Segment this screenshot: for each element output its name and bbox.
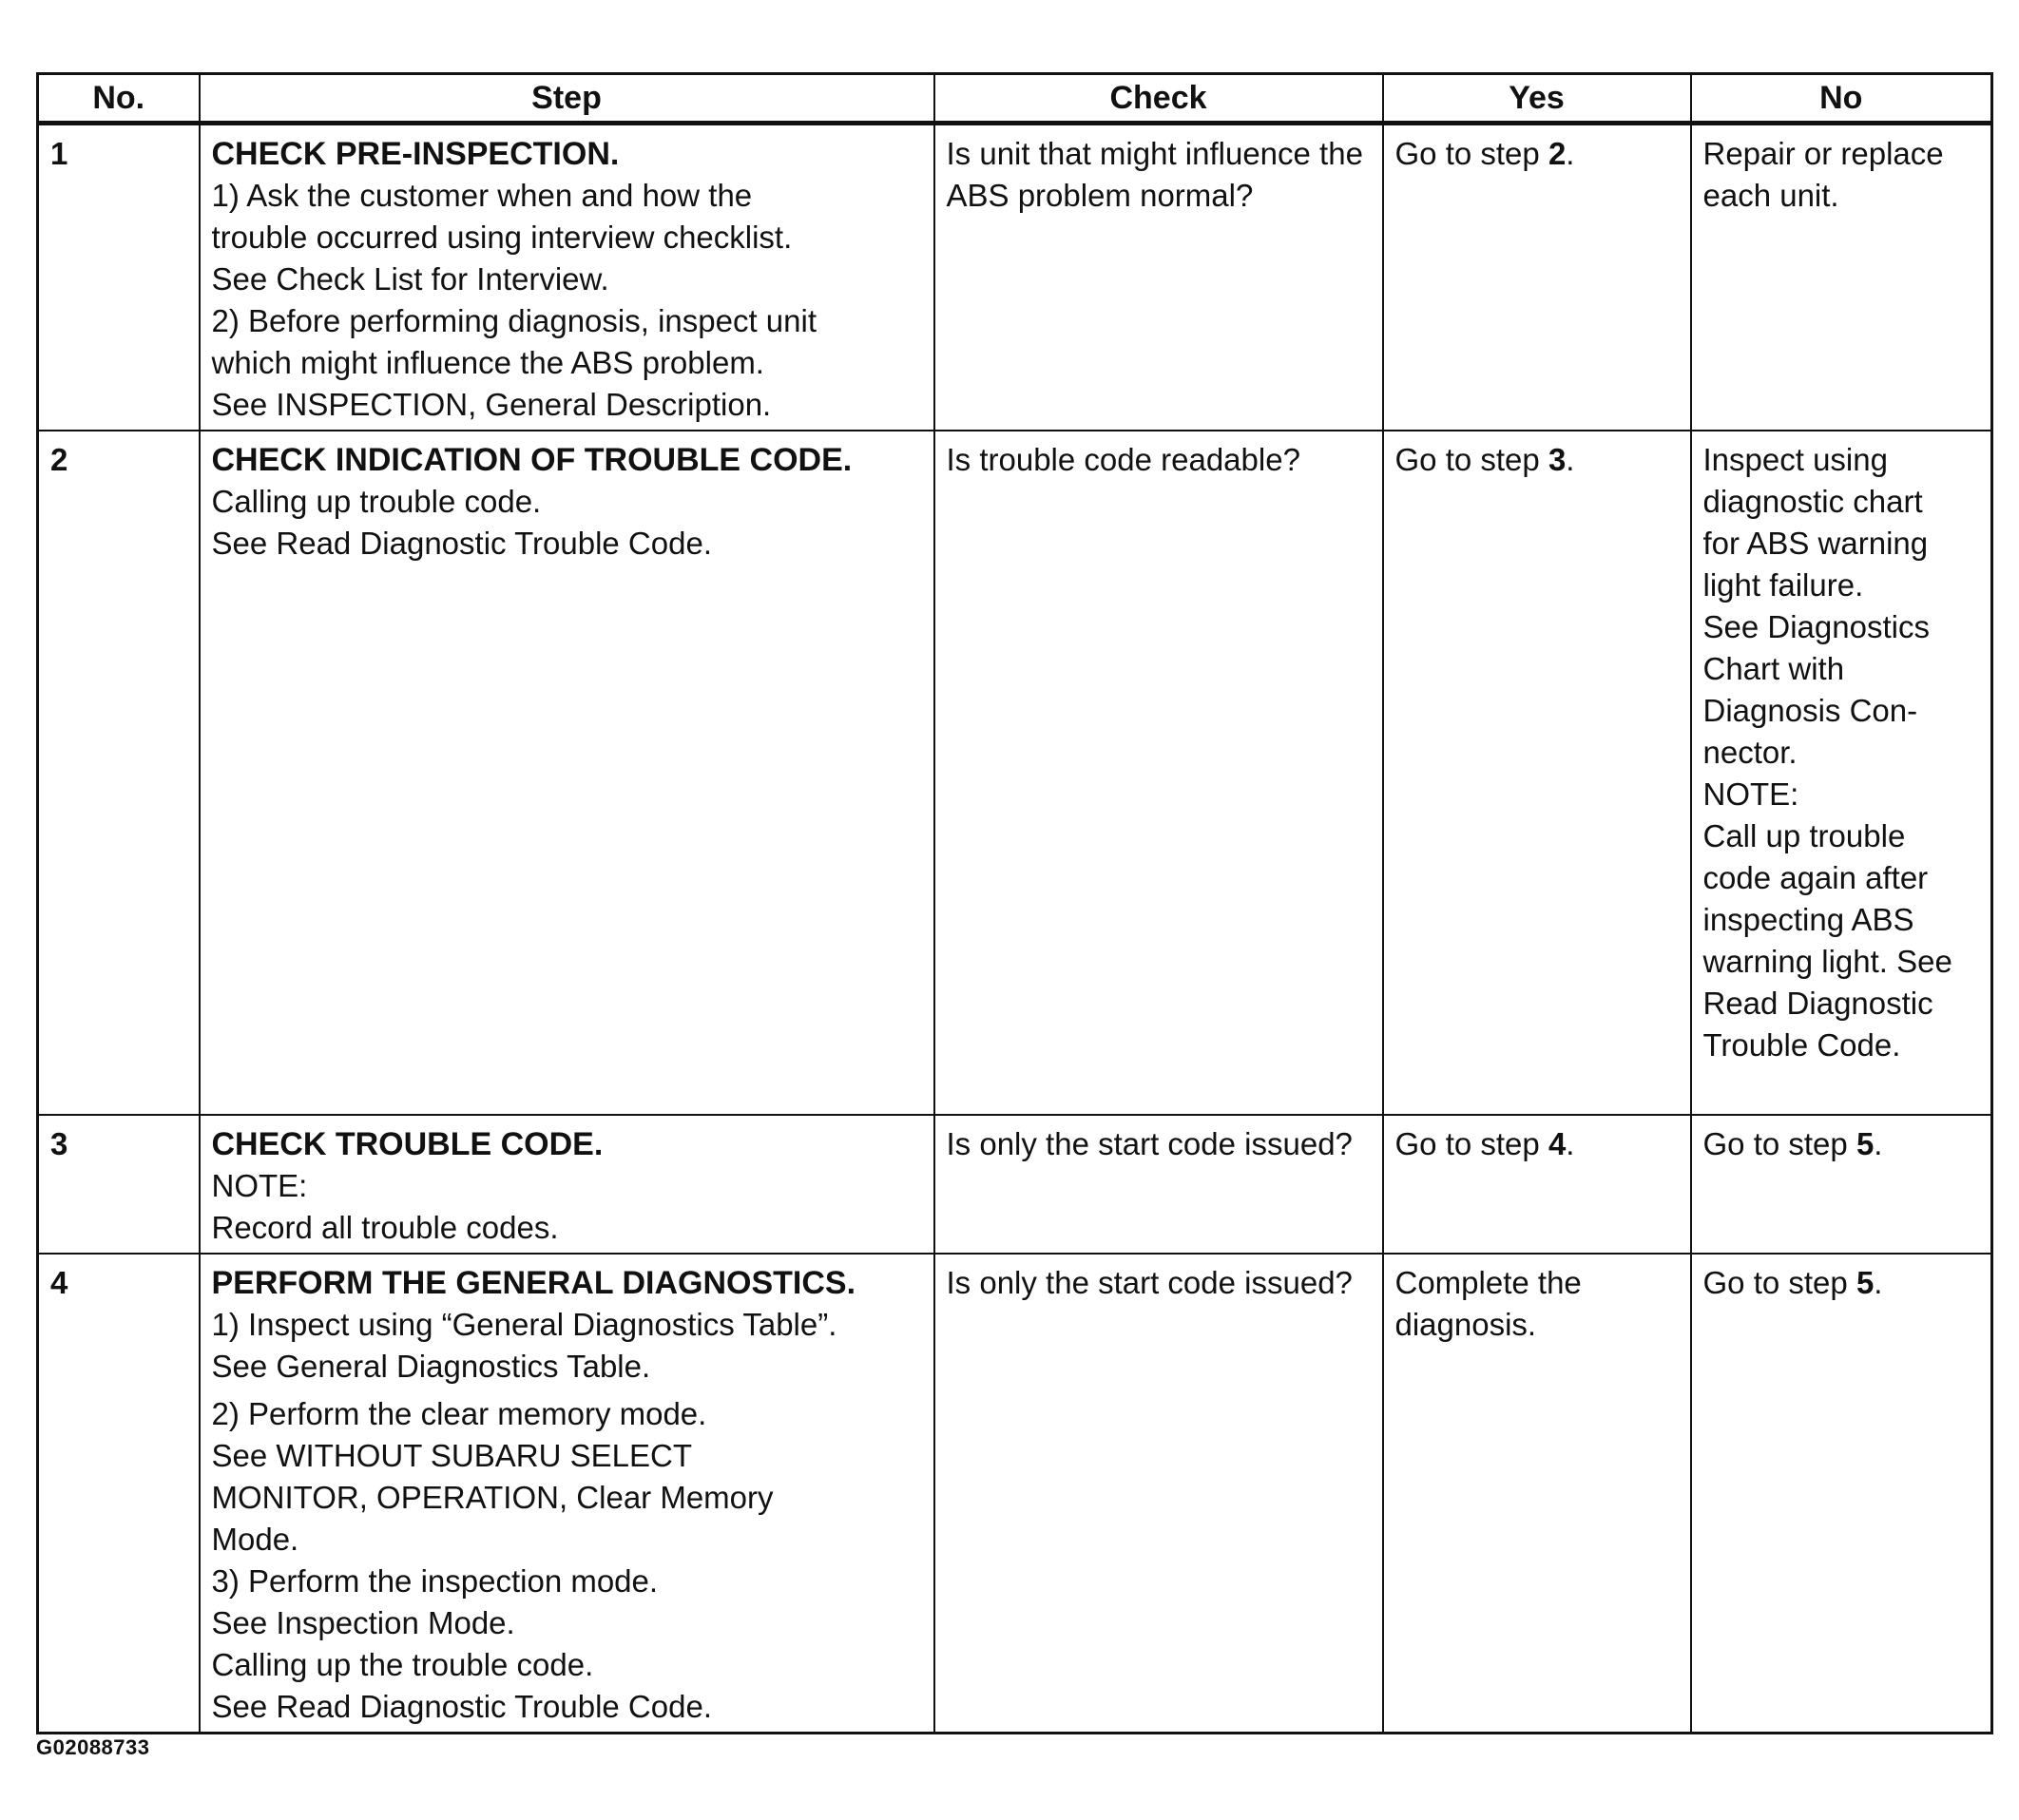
step-line: 1) Ask the customer when and how the: [211, 178, 753, 213]
step-line: NOTE:: [211, 1168, 308, 1203]
check-cell: Is only the start code issued?: [934, 1115, 1383, 1254]
no-cell: [1691, 431, 1992, 1115]
row-number: 4: [38, 1254, 200, 1734]
table-header-row: [38, 74, 1992, 124]
no-prefix: Go to step: [1702, 1126, 1856, 1161]
table-row: [38, 1254, 1992, 1734]
no-line: Trouble Code.: [1702, 1027, 1901, 1063]
step-line: Calling up trouble code.: [211, 484, 542, 519]
header-check: Check: [934, 74, 1383, 124]
step-title: CHECK INDICATION OF TROUBLE CODE.: [211, 442, 853, 478]
no-line: Diagnosis Con-: [1702, 693, 1918, 728]
yes-step-ref: 3: [1548, 442, 1567, 477]
yes-cell: [1383, 431, 1691, 1115]
no-step-ref: 5: [1856, 1265, 1875, 1300]
table-row: [38, 431, 1992, 1115]
step-line: Mode.: [211, 1522, 299, 1557]
yes-prefix: Go to step: [1394, 1126, 1548, 1161]
yes-suffix: .: [1566, 442, 1575, 477]
step-line: See Read Diagnostic Trouble Code.: [211, 1689, 712, 1724]
step-line: See General Diagnostics Table.: [211, 1349, 651, 1384]
step-line: trouble occurred using interview checklist.: [211, 220, 793, 255]
no-line: nector.: [1702, 735, 1798, 770]
yes-prefix: Go to step: [1394, 442, 1548, 477]
step-line: See Check List for Interview.: [211, 261, 609, 297]
step-line: Record all trouble codes.: [211, 1210, 559, 1245]
no-suffix: .: [1874, 1126, 1883, 1161]
no-line: See Diagnostics: [1702, 609, 1930, 644]
no-line: code again after: [1702, 860, 1929, 895]
no-line: Read Diagnostic: [1702, 986, 1933, 1021]
yes-cell: Complete the diagnosis.: [1383, 1254, 1691, 1734]
check-cell: Is only the start code issued?: [934, 1254, 1383, 1734]
check-cell: Is trouble code readable?: [934, 431, 1383, 1115]
step-cell: [200, 1115, 934, 1254]
yes-cell: [1383, 124, 1691, 431]
no-line: Inspect using: [1702, 442, 1888, 477]
header-no-result: No: [1691, 74, 1992, 124]
step-title: PERFORM THE GENERAL DIAGNOSTICS.: [211, 1265, 856, 1301]
header-step: Step: [200, 74, 934, 124]
step-line: See Read Diagnostic Trouble Code.: [211, 526, 712, 561]
figure-code: G02088733: [36, 1735, 150, 1759]
row-number: 2: [38, 431, 200, 1115]
step-title: CHECK TROUBLE CODE.: [211, 1126, 604, 1162]
step-cell: [200, 431, 934, 1115]
diagnostic-procedure-table: [36, 72, 1993, 1734]
step-title: CHECK PRE-INSPECTION.: [211, 136, 620, 172]
no-prefix: Go to step: [1702, 1265, 1856, 1300]
step-cell: [200, 124, 934, 431]
table-row: [38, 124, 1992, 431]
step-line: See INSPECTION, General Description.: [211, 387, 772, 422]
no-line: NOTE:: [1702, 776, 1799, 812]
step-line: MONITOR, OPERATION, Clear Memory: [211, 1480, 774, 1515]
no-suffix: .: [1874, 1265, 1883, 1300]
yes-prefix: Go to step: [1394, 136, 1548, 171]
row-number: 3: [38, 1115, 200, 1254]
step-cell: [200, 1254, 934, 1734]
yes-cell: [1383, 1115, 1691, 1254]
header-no: No.: [38, 74, 200, 124]
no-step-ref: 5: [1856, 1126, 1875, 1161]
no-cell: Repair or replace each unit.: [1691, 124, 1992, 431]
no-line: Call up trouble: [1702, 818, 1906, 853]
step-line: Calling up the trouble code.: [211, 1647, 594, 1682]
yes-step-ref: 4: [1548, 1126, 1567, 1161]
check-cell: Is unit that might influence the ABS problem normal?: [934, 124, 1383, 431]
yes-suffix: .: [1566, 1126, 1575, 1161]
no-line: warning light. See: [1702, 944, 1952, 979]
step-line: 2) Perform the clear memory mode.: [211, 1396, 707, 1431]
step-line: See WITHOUT SUBARU SELECT: [211, 1438, 692, 1473]
no-line: diagnostic chart: [1702, 484, 1923, 519]
step-line: See Inspection Mode.: [211, 1605, 515, 1640]
no-cell: [1691, 1254, 1992, 1734]
step-line: which might influence the ABS problem.: [211, 345, 764, 380]
header-yes: Yes: [1383, 74, 1691, 124]
step-line: 3) Perform the inspection mode.: [211, 1563, 659, 1599]
no-line: inspecting ABS: [1702, 902, 1914, 937]
no-line: Chart with: [1702, 651, 1845, 686]
no-cell: [1691, 1115, 1992, 1254]
diagnostic-table-sheet: [36, 72, 1990, 1734]
table-row: [38, 1115, 1992, 1254]
row-number: 1: [38, 124, 200, 431]
step-line: 1) Inspect using “General Diagnostics Table”.: [211, 1307, 837, 1342]
step-line: 2) Before performing diagnosis, inspect unit: [211, 303, 817, 338]
yes-step-ref: 2: [1548, 136, 1567, 171]
yes-suffix: .: [1566, 136, 1575, 171]
no-line: for ABS warning: [1702, 526, 1929, 561]
no-line: light failure.: [1702, 567, 1864, 603]
